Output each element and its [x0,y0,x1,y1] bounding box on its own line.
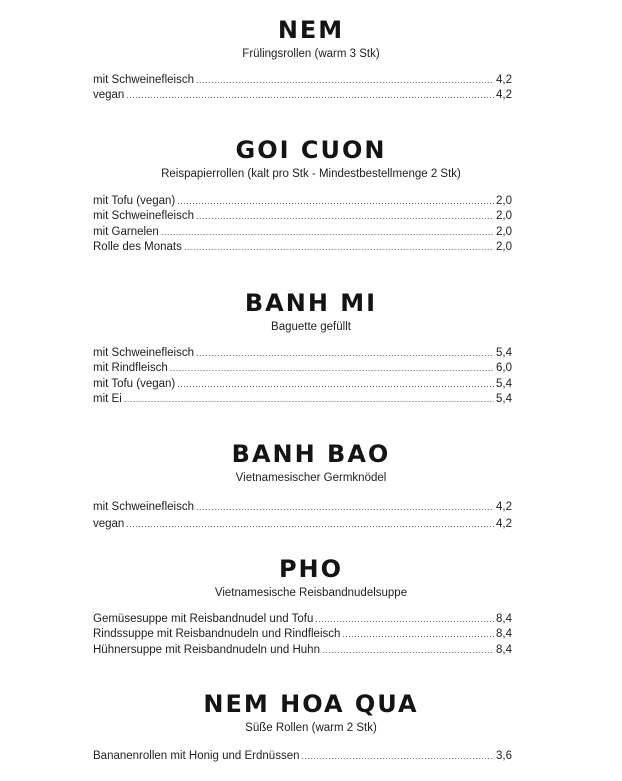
dot-leader [161,225,494,240]
menu-item [93,346,512,361]
item-list [93,346,512,407]
menu-item [93,499,512,516]
menu-item [93,73,512,88]
item-price: 5,4 [496,392,512,405]
section-subtitle: Frülingsrollen (warm 3 Stk) [242,48,380,60]
section-title: NEM HOA QUA [203,690,419,718]
item-list [93,73,512,104]
item-price: 5,4 [496,347,512,359]
section-pho [0,555,622,600]
dot-leader [170,361,494,376]
item-price: 3,6 [496,750,512,762]
dot-leader [184,240,494,255]
dot-leader [196,73,494,88]
menu-item [93,612,512,627]
menu-item [93,643,512,658]
dot-leader [124,392,494,407]
item-price: 8,4 [496,643,512,656]
item-name: mit Schweinefleisch [93,501,194,513]
dot-leader [196,499,494,516]
dot-leader [342,627,494,642]
item-list [93,612,512,658]
menu-item [93,194,512,209]
item-price: 2,0 [496,210,512,223]
section-title: NEM [277,16,345,44]
dot-leader [177,377,494,392]
section-goi-cuon [0,136,622,181]
menu-item [93,392,512,407]
item-name: mit Ei [93,392,122,405]
item-list [93,194,512,255]
section-banh-bao [0,440,622,485]
item-price: 4,2 [496,518,512,530]
section-title: BANH BAO [231,440,391,468]
item-price: 8,4 [496,628,512,641]
section-subtitle: Süße Rollen (warm 2 Stk) [245,722,377,734]
section-subtitle: Reispapierrollen (kalt pro Stk - Mindestbestellmenge 2 Stk) [161,168,461,180]
item-price: 2,0 [496,240,512,253]
item-name: Gemüsesuppe mit Reisbandnudel und Tofu [93,613,314,625]
section-subtitle: Vietnamesischer Germknödel [235,472,387,484]
item-price: 4,2 [496,89,512,102]
section-subtitle: Vietnamesische Reisbandnudelsuppe [214,587,408,599]
dot-leader [126,88,494,103]
dot-leader [322,643,494,658]
item-name: mit Schweinefleisch [93,210,194,223]
dot-leader [196,346,494,361]
dot-leader [302,749,495,764]
item-price: 2,0 [496,225,512,238]
item-name: Bananenrollen mit Honig und Erdnüssen [93,750,300,762]
dot-leader [126,516,494,533]
item-price: 4,2 [496,74,512,86]
item-name: mit Schweinefleisch [93,347,194,359]
menu-item [93,240,512,255]
section-nem-hoa-qua [0,690,622,735]
item-list [93,749,512,764]
item-name: Hühnersuppe mit Reisbandnudeln und Huhn [93,643,320,656]
dot-leader [196,209,494,224]
item-name: vegan [93,89,125,102]
item-price: 4,2 [496,501,512,513]
item-name: mit Schweinefleisch [93,74,194,86]
item-name: mit Tofu (vegan) [93,377,176,390]
menu-item [93,627,512,642]
dot-leader [177,194,494,209]
dot-leader [315,612,494,627]
menu-item [93,749,512,764]
menu-item [93,88,512,103]
menu-item [93,209,512,224]
menu-item [93,225,512,240]
menu-item [93,516,512,533]
item-name: Rindssuppe mit Reisbandnudeln und Rindfleisch [93,628,341,641]
section-title: PHO [278,555,344,583]
section-title: BANH MI [244,289,378,317]
item-name: Rolle des Monats [93,240,182,253]
item-price: 8,4 [496,613,512,625]
item-name: mit Rindfleisch [93,362,168,375]
item-list [93,499,512,533]
menu-item [93,377,512,392]
section-nem [0,16,622,61]
item-name: mit Garnelen [93,225,159,238]
item-price: 2,0 [496,195,512,207]
item-name: mit Tofu (vegan) [93,195,176,207]
item-name: vegan [93,518,125,530]
section-title: GOI CUON [235,136,387,164]
menu-item [93,361,512,376]
section-banh-mi [0,289,622,334]
section-subtitle: Baguette gefüllt [271,321,351,333]
item-price: 5,4 [496,377,512,390]
item-price: 6,0 [496,362,512,375]
